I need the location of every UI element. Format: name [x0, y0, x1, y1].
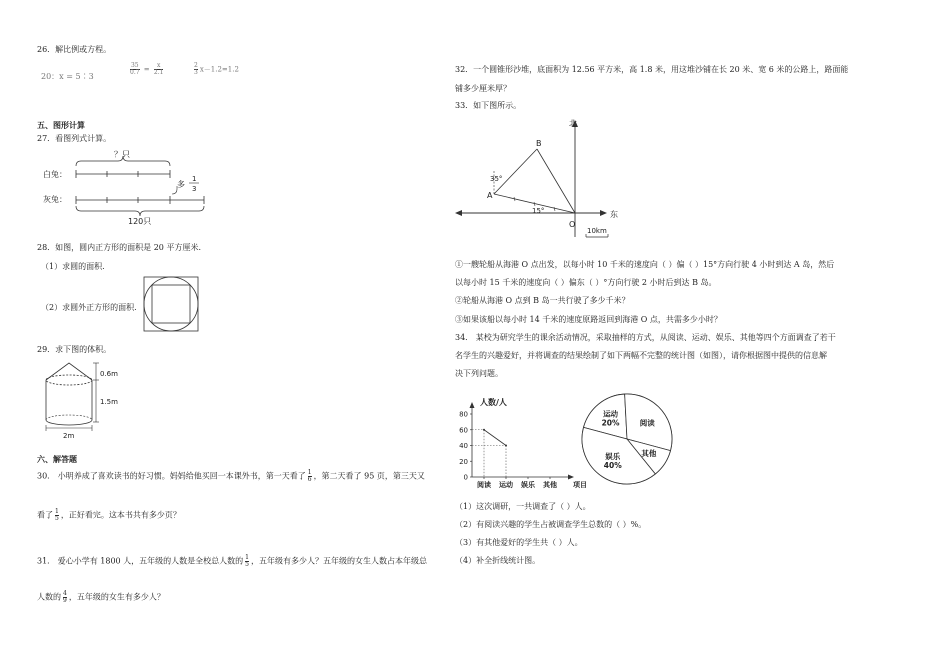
q33-title: 33．如下图所示。 [455, 101, 522, 110]
q27-gray-label: 灰兔： [43, 195, 67, 204]
q33-scale-label: 10km [587, 227, 607, 235]
q30-frac2-den: 5 [55, 515, 59, 522]
q30-line-2 [37, 509, 181, 522]
q34-line-1: 34． 某校为研究学生的课余活动情况，采取抽样的方式，从阅读、运动、娱乐、其他等四个方面调查了若干 [455, 333, 836, 342]
q26-eq2-numerator-right: x [156, 62, 161, 69]
section-5-heading: 五、图形计算 [37, 121, 85, 130]
q27-title: 27．看图列式计算。 [37, 134, 112, 143]
q34-category-label: 其他 [543, 481, 557, 489]
q26-eq2-denominator-left: 0.7 [130, 69, 140, 76]
q30-frac2-num: 1 [55, 508, 59, 515]
q30-frac1-num: 1 [307, 469, 312, 476]
q33-sub-1b: 以每小时 15 千米的速度向（ ）偏东（ ）°方向行驶 2 小时后到达 B 岛。 [455, 278, 717, 287]
q29-title: 29．求下图的体积。 [37, 345, 112, 354]
q26-eq2-denominator-right: 2.1 [153, 69, 164, 76]
q31-line-2 [37, 591, 165, 604]
q34-y-tick-label: 40 [459, 442, 468, 450]
q33-east-arrow [600, 210, 607, 216]
q28-circle-square-figure [142, 275, 202, 333]
q29-diameter: 2m [63, 432, 75, 440]
q30-line-1 [37, 470, 425, 483]
q30-text-c: 看了 [37, 510, 53, 520]
q33-north-label: 北 [569, 119, 577, 128]
q26-eq3-numerator: 2 [194, 62, 198, 69]
q29-cone-height: 0.6m [100, 370, 118, 378]
q33-direction-diagram [452, 115, 632, 245]
q31-text-d: ，五年级的女生有多少人？ [68, 592, 165, 602]
q26-title: 26．解比例或方程。 [37, 45, 112, 54]
q33-east-label: 东 [610, 210, 618, 219]
q33-o-label: O [569, 220, 576, 229]
q33-sub-3: ③如果该船以每小时 14 千米的速度原路返回到海港 O 点，共需多少小时？ [455, 315, 722, 324]
q27-more-label: 多 [177, 180, 185, 189]
q31-frac2-num: 4 [63, 590, 67, 597]
q30-frac1-den: 6 [307, 476, 312, 483]
q34-pie-slice-percent: 40% [603, 460, 622, 470]
q27-bar-diagram [40, 148, 215, 226]
q28-part-1: （1）求圆的面积. [41, 262, 105, 271]
q34-y-tick-label: 20 [459, 457, 468, 466]
q32-line-1: 32．一个圆锥形沙堆，底面积为 12.56 平方米，高 1.8 米，用这堆沙铺在长 20 米、宽 6 米的公路上，路面能 [455, 65, 849, 74]
q33-b-label: B [536, 139, 542, 148]
q26-equation-3 [192, 63, 239, 76]
q34-category-label: 运动 [499, 481, 513, 489]
q29-cylinder [46, 420, 92, 425]
q27-white-label: 白兔： [43, 170, 67, 179]
q26-eq3-denominator: 3 [194, 69, 198, 76]
q30-text-a: 30． 小明养成了喜欢读书的好习惯。妈妈给他买回一本课外书，第一天看了 [37, 471, 306, 481]
q30-text-b: ，第二天看了 95 页，第三天又 [313, 471, 425, 481]
q34-pie-slice-label: 娱乐 [605, 451, 621, 461]
q29-cone [46, 363, 92, 380]
q30-text-d: ，正好看完。这本书共有多少页？ [60, 510, 181, 520]
q26-equation-1: 20：x = 5∶3 [41, 72, 94, 81]
q26-eq2-numerator-left: 35 [130, 62, 139, 69]
q27-frac-den: 3 [192, 185, 197, 193]
q34-y-tick-label: 60 [459, 426, 468, 435]
q34-part-3: （3）有其他爱好的学生共（ ）人。 [455, 538, 583, 547]
q34-pie-chart [577, 390, 687, 490]
q31-text-b: ，五年级有多少人？五年级的女生人数占本年级总 [251, 556, 427, 566]
q28-inner-square [152, 285, 190, 323]
q33-angle-35: 35° [490, 175, 503, 183]
q31-line-1 [37, 555, 427, 568]
q34-y-tick-label: 0 [463, 473, 468, 482]
q33-sub-1a: ①一艘轮船从海港 O 点出发，以每小时 10 千米的速度向（ ）偏（ ）15°方向行驶 4 小时到达 A 岛，然后 [455, 260, 835, 269]
q33-angle-15: 15° [532, 207, 545, 215]
q34-y-tick-label: 80 [459, 410, 468, 419]
q33-segment-bo [537, 149, 575, 213]
q27-unknown-label: ？只 [114, 150, 130, 159]
section-6-heading: 六、解答题 [37, 455, 77, 464]
q34-part-2: （2）有阅读兴趣的学生占被调查学生总数的（ ）%。 [455, 520, 647, 529]
q31-text-a: 31． 爱心小学有 1800 人，五年级的人数是全校总人数的 [37, 556, 244, 566]
q34-part-1: （1）这次调研，一共调查了（ ）人。 [455, 502, 591, 511]
q34-line-2: 名学生的兴趣爱好，并将调查的结果绘制了如下两幅不完整的统计图（如图），请你根据图中提供的信息解 [455, 351, 827, 360]
q34-part-4: （4）补全折线统计图。 [455, 556, 541, 565]
q34-pie-slice-percent: 20% [601, 418, 620, 428]
q31-frac1-num: 1 [245, 554, 249, 561]
q28-part-2: （2）求圆外正方形的面积. [41, 303, 137, 312]
q27-total-label: 120只 [128, 217, 152, 226]
q26-eq3-rest: x－1.2=1.2 [199, 65, 239, 74]
q26-eq2-equals: = [143, 65, 150, 74]
q32-line-2: 铺多少厘米厚？ [455, 84, 511, 93]
q34-pie-slice-label: 阅读 [639, 418, 655, 428]
q33-a-label: A [487, 191, 493, 200]
q31-frac2-den: 9 [63, 597, 67, 604]
q34-category-label: 娱乐 [521, 481, 535, 489]
q29-cylinder-height: 1.5m [100, 398, 118, 406]
q34-line-3: 决下列问题。 [455, 369, 503, 378]
q31-text-c: 人数的 [37, 592, 61, 602]
q26-equation-2 [128, 63, 165, 76]
q34-category-label: 阅读 [477, 481, 491, 489]
q34-x-label: 项目 [573, 481, 587, 489]
q27-frac-num: 1 [192, 175, 197, 183]
q31-frac1-den: 5 [245, 561, 249, 568]
q34-y-label: 人数/人 [480, 398, 507, 407]
q27-bottom-brace [76, 206, 204, 216]
q34-pie-slice-label: 运动 [603, 409, 619, 419]
q34-series-line [484, 430, 506, 446]
q34-pie-slice-label: 其他 [641, 449, 657, 459]
q29-cone-cylinder-figure [40, 360, 130, 440]
q33-sub-2: ②轮船从海港 O 点到 B 岛一共行驶了多少千米？ [455, 296, 630, 305]
q33-segment-ab [494, 149, 537, 194]
q28-title: 28．如图，圆内正方形的面积是 20 平方厘米. [37, 243, 201, 252]
